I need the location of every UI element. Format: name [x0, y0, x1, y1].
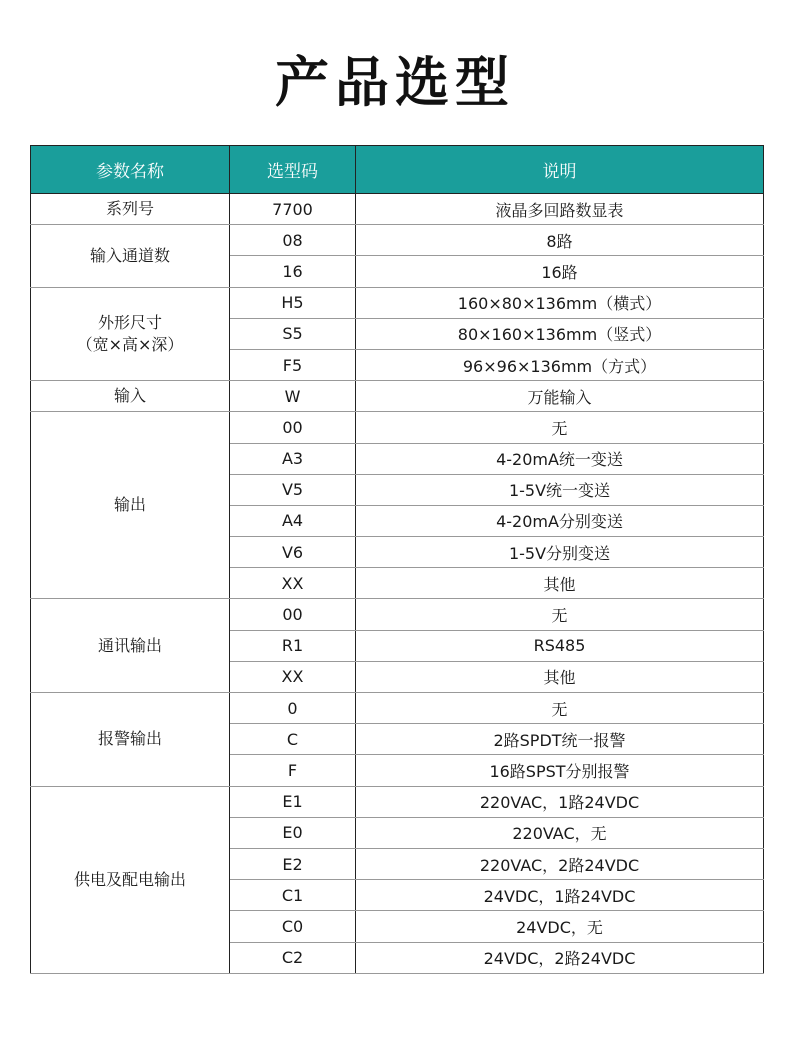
description-cell: 24VDC，2路24VDC [356, 942, 764, 973]
param-name-cell: 系列号 [31, 194, 230, 225]
table-row [31, 599, 764, 630]
description-cell: 4-20mA分别变送 [356, 505, 764, 536]
description-cell: 24VDC，1路24VDC [356, 880, 764, 911]
table-header-row [31, 146, 764, 194]
description-cell: 无 [356, 412, 764, 443]
selection-code-cell: 00 [230, 599, 356, 630]
description-cell: 2路SPDT统一报警 [356, 724, 764, 755]
table-row [31, 287, 764, 318]
description-cell: 16路 [356, 256, 764, 287]
description-cell: 160×80×136mm（横式） [356, 287, 764, 318]
param-name-cell: 报警输出 [31, 693, 230, 787]
selection-code-cell: A3 [230, 443, 356, 474]
table-row [31, 412, 764, 443]
selection-code-cell: S5 [230, 318, 356, 349]
selection-code-cell: F [230, 755, 356, 786]
header-description: 说明 [356, 146, 764, 194]
description-cell: 8路 [356, 225, 764, 256]
param-name-cell: 输入通道数 [31, 225, 230, 287]
description-cell: 220VAC，无 [356, 817, 764, 848]
selection-code-cell: 08 [230, 225, 356, 256]
selection-code-cell: C1 [230, 880, 356, 911]
selection-code-cell: 16 [230, 256, 356, 287]
table-row [31, 225, 764, 256]
description-cell: 其他 [356, 568, 764, 599]
table-row [31, 693, 764, 724]
param-name-cell: 通讯输出 [31, 599, 230, 693]
selection-code-cell: XX [230, 661, 356, 692]
selection-code-cell: C2 [230, 942, 356, 973]
selection-code-cell: C [230, 724, 356, 755]
param-name-cell: 输入 [31, 381, 230, 412]
selection-code-cell: V6 [230, 537, 356, 568]
description-cell: 液晶多回路数显表 [356, 194, 764, 225]
description-cell: 96×96×136mm（方式） [356, 349, 764, 380]
table-row [31, 194, 764, 225]
description-cell: 其他 [356, 661, 764, 692]
selection-code-cell: R1 [230, 630, 356, 661]
selection-code-cell: E2 [230, 848, 356, 879]
param-name-cell: 输出 [31, 412, 230, 599]
product-selection-table [30, 145, 764, 974]
description-cell: RS485 [356, 630, 764, 661]
header-selection-code: 选型码 [230, 146, 356, 194]
description-cell: 万能输入 [356, 381, 764, 412]
table-row [31, 786, 764, 817]
page-title: 产品选型 [275, 51, 515, 114]
selection-code-cell: 00 [230, 412, 356, 443]
selection-code-cell: 0 [230, 693, 356, 724]
description-cell: 4-20mA统一变送 [356, 443, 764, 474]
table-row [31, 381, 764, 412]
selection-code-cell: W [230, 381, 356, 412]
selection-code-cell: E0 [230, 817, 356, 848]
selection-code-cell: XX [230, 568, 356, 599]
table-body [31, 194, 764, 974]
description-cell: 220VAC，1路24VDC [356, 786, 764, 817]
selection-code-cell: V5 [230, 474, 356, 505]
description-cell: 220VAC，2路24VDC [356, 848, 764, 879]
selection-code-cell: H5 [230, 287, 356, 318]
param-name-cell: 外形尺寸 （宽×高×深） [31, 287, 230, 381]
selection-code-cell: A4 [230, 505, 356, 536]
description-cell: 16路SPST分别报警 [356, 755, 764, 786]
selection-code-cell: C0 [230, 911, 356, 942]
description-cell: 无 [356, 693, 764, 724]
header-param-name: 参数名称 [31, 146, 230, 194]
description-cell: 1-5V分别变送 [356, 537, 764, 568]
selection-code-cell: F5 [230, 349, 356, 380]
description-cell: 1-5V统一变送 [356, 474, 764, 505]
param-name-cell: 供电及配电输出 [31, 786, 230, 973]
description-cell: 80×160×136mm（竖式） [356, 318, 764, 349]
description-cell: 无 [356, 599, 764, 630]
selection-code-cell: 7700 [230, 194, 356, 225]
selection-code-cell: E1 [230, 786, 356, 817]
description-cell: 24VDC，无 [356, 911, 764, 942]
